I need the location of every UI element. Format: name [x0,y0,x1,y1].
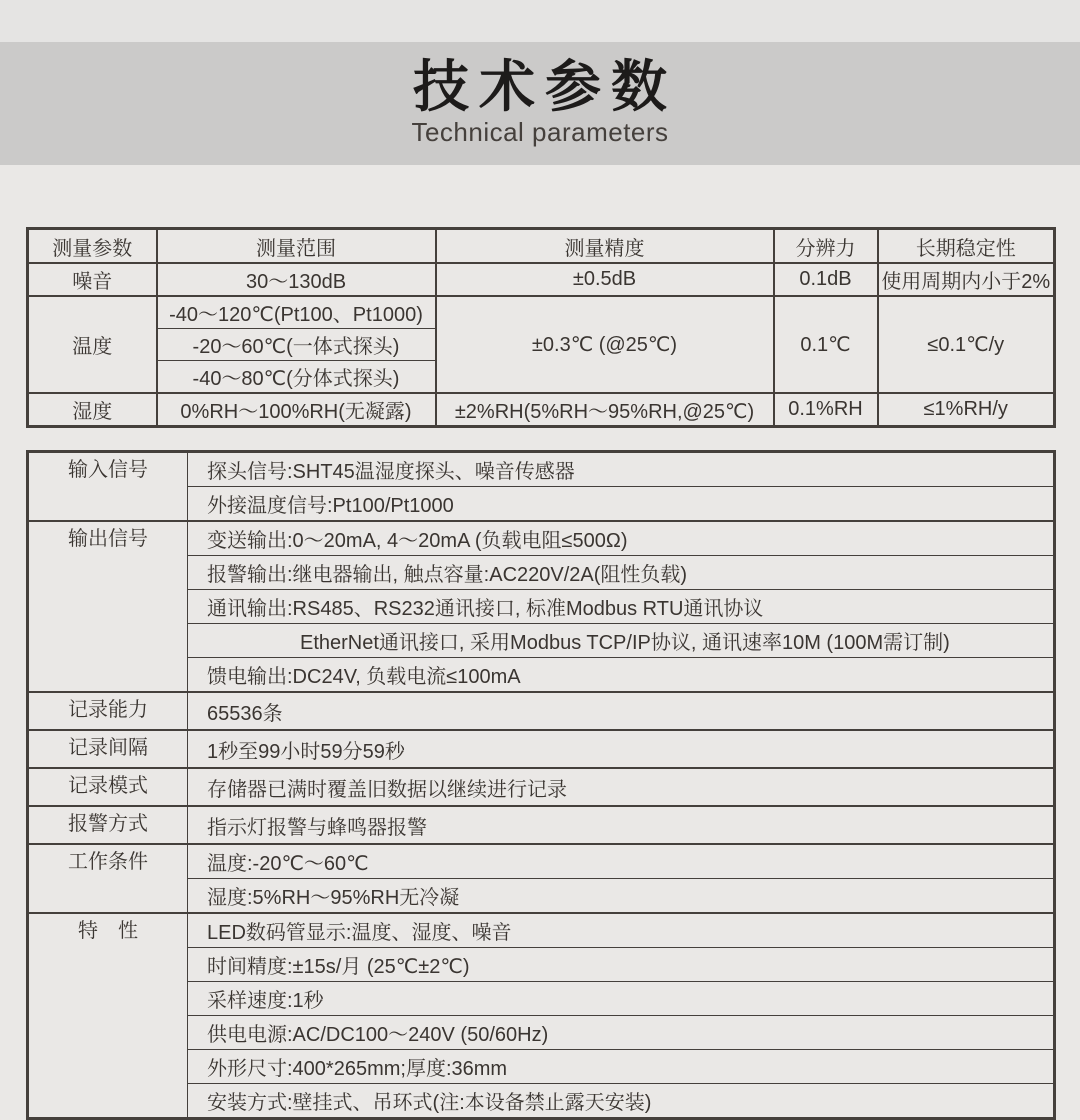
row-value: 外接温度信号:Pt100/Pt1000 [188,487,1055,522]
detail-row [28,730,1055,768]
temperature-range-cell-1: -40～120℃(Pt100、Pt1000) [157,296,436,329]
page-header [0,42,1080,165]
temperature-resolution-cell: 0.1℃ [774,296,878,393]
noise-accuracy-cell: ±0.5dB [436,263,774,296]
noise-resolution-cell: 0.1dB [774,263,878,296]
row-value: 65536条 [188,692,1055,730]
noise-stability-cell: 使用周期内小于2% [878,263,1055,296]
spec-header-row [28,229,1055,264]
detail-row [28,521,1055,556]
row-label-output-signal [28,521,188,692]
row-label-text: 工作条件 [68,851,148,873]
spec-row-temperature [28,296,1055,329]
temperature-range-cell-2: -20～60℃(一体式探头) [157,329,436,361]
row-value: LED数码管显示:温度、湿度、噪音 [188,913,1055,948]
humidity-param-cell: 湿度 [28,393,157,427]
row-value: 时间精度:±15s/月 (25℃±2℃) [188,948,1055,982]
detail-table [26,450,1056,1120]
noise-range-cell: 30～130dB [157,263,436,296]
row-label-text: 输入信号 [68,459,148,481]
detail-row [28,692,1055,730]
row-label-input-signal [28,452,188,522]
row-label-record-interval [28,730,188,768]
row-value: EtherNet通讯接口, 采用Modbus TCP/IP协议, 通讯速率10M (100M需订制) [188,624,1055,658]
row-value: 1秒至99小时59分59秒 [188,730,1055,768]
detail-row [28,844,1055,879]
temperature-accuracy-cell: ±0.3℃ (@25℃) [436,296,774,393]
humidity-accuracy-cell: ±2%RH(5%RH～95%RH,@25℃) [436,393,774,427]
row-label-record-capacity [28,692,188,730]
detail-row [28,806,1055,844]
row-value: 外形尺寸:400*265mm;厚度:36mm [188,1050,1055,1084]
top-strip [0,0,1080,42]
detail-row [28,452,1055,487]
detail-row [28,913,1055,948]
row-value: 指示灯报警与蜂鸣器报警 [188,806,1055,844]
row-label-features [28,913,188,1119]
col-header-param: 测量参数 [28,229,157,264]
row-value: 湿度:5%RH～95%RH无冷凝 [188,879,1055,914]
spec-row-humidity [28,393,1055,427]
humidity-stability-cell: ≤1%RH/y [878,393,1055,427]
row-value: 采样速度:1秒 [188,982,1055,1016]
row-value: 探头信号:SHT45温湿度探头、噪音传感器 [188,452,1055,487]
row-value: 变送输出:0～20mA, 4～20mA (负载电阻≤500Ω) [188,521,1055,556]
page-subtitle: Technical parameters [411,117,669,147]
col-header-resolution: 分辨力 [774,229,878,264]
row-value: 供电电源:AC/DC100～240V (50/60Hz) [188,1016,1055,1050]
page-title: 技术参数 [413,55,677,118]
humidity-resolution-cell: 0.1%RH [774,393,878,427]
row-label-text: 记录能力 [68,699,148,721]
row-label-text: 特 性 [78,920,138,942]
col-header-range: 测量范围 [157,229,436,264]
spec-row-noise [28,263,1055,296]
row-label-text: 报警方式 [68,813,148,835]
row-value: 存储器已满时覆盖旧数据以继续进行记录 [188,768,1055,806]
temperature-range-cell-3: -40～80℃(分体式探头) [157,361,436,394]
row-value: 报警输出:继电器输出, 触点容量:AC220V/2A(阻性负载) [188,556,1055,590]
row-label-record-mode [28,768,188,806]
row-value: 通讯输出:RS485、RS232通讯接口, 标准Modbus RTU通讯协议 [188,590,1055,624]
noise-param-cell: 噪音 [28,263,157,296]
temperature-stability-cell: ≤0.1℃/y [878,296,1055,393]
row-label-text: 记录间隔 [68,737,148,759]
row-label-alarm-mode [28,806,188,844]
detail-row [28,768,1055,806]
row-label-working-conditions [28,844,188,913]
humidity-range-cell: 0%RH～100%RH(无凝露) [157,393,436,427]
row-value: 安装方式:壁挂式、吊环式(注:本设备禁止露天安装) [188,1084,1055,1119]
row-value: 温度:-20℃～60℃ [188,844,1055,879]
row-label-text: 输出信号 [68,528,148,550]
temperature-param-cell: 温度 [28,296,157,393]
row-label-text: 记录模式 [68,775,148,797]
col-header-stability: 长期稳定性 [878,229,1055,264]
col-header-accuracy: 测量精度 [436,229,774,264]
row-value: 馈电输出:DC24V, 负载电流≤100mA [188,658,1055,693]
spec-table [26,227,1056,428]
